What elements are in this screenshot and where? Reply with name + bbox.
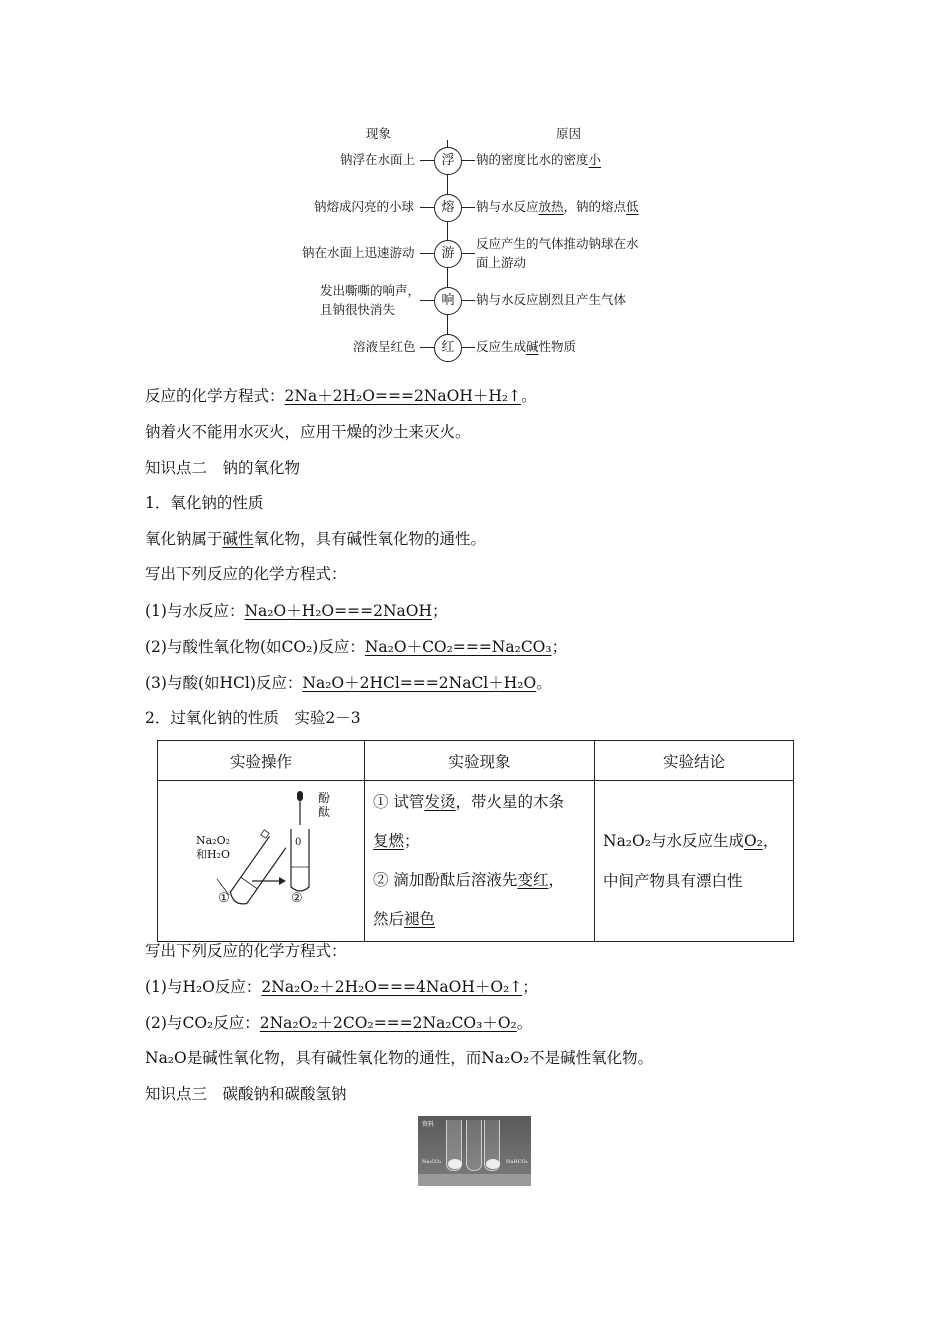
write-equations-2: 写出下列反应的化学方程式：: [145, 942, 347, 960]
key-float-circle: 浮: [434, 147, 462, 175]
phenomenon-cell: ① 试管发烫，带火星的木条 复燃； ② 滴加酚酞后溶液先变红， 然后褪色: [365, 781, 595, 942]
diagram-reason-float: 钠的密度比水的密度小: [476, 152, 602, 167]
key-swim-circle: 游: [434, 240, 462, 268]
diagram-phenomenon-sound: 发出嘶嘶的响声， 且钠很快消失: [320, 283, 421, 317]
section-heading-kp3: 知识点三 碳酸钠和碳酸氢钠: [145, 1085, 347, 1103]
connector: [420, 347, 434, 348]
na2o2-reaction-2: (2)与CO₂反应：2Na₂O₂＋2CO₂===2Na₂CO₃＋O₂。: [145, 1014, 533, 1032]
experiment-figure: [159, 783, 363, 939]
diagram-header-reason: 原因: [556, 126, 582, 141]
key-sound-circle: 响: [434, 287, 462, 315]
diagram-header-phenomenon: 现象: [366, 126, 392, 141]
diagram-phenomenon-red: 溶液呈红色: [353, 339, 416, 354]
diagram-reason-sound: 钠与水反应剧烈且产生气体: [476, 292, 627, 307]
connector: [420, 207, 434, 208]
connector: [461, 160, 475, 161]
photo-tag: 资料: [422, 1121, 435, 1128]
diagram-phenomenon-melt: 钠熔成闪亮的小球: [314, 199, 415, 214]
key-red-circle: 红: [434, 334, 462, 362]
tube-1-label: ①: [218, 891, 230, 906]
connector: [461, 253, 475, 254]
diagram-reason-melt: 钠与水反应放热，钠的熔点低: [476, 199, 639, 214]
connector: [420, 300, 434, 301]
na2o-property: 氧化钠属于碱性氧化物，具有碱性氧化物的通性。: [145, 530, 487, 548]
reaction-1: (1)与水反应：Na₂O＋H₂O===2NaOH；: [145, 602, 448, 620]
photo-label-left: Na₂CO₃: [422, 1159, 442, 1165]
key-melt-circle: 熔: [434, 194, 462, 222]
tube-mark: 0: [295, 837, 302, 848]
reaction-equation-line: 反应的化学方程式：2Na＋2H₂O===2NaOH＋H₂↑。: [145, 387, 537, 405]
operation-figure-cell: [158, 781, 365, 942]
diagram-phenomenon-float: 钠浮在水面上: [340, 152, 416, 167]
experiment-table: [157, 740, 794, 942]
diagram-reason-swim: 反应产生的气体推动钠球在水 面上游动: [476, 236, 639, 270]
connector: [420, 160, 434, 161]
header-operation: 实验操作: [158, 741, 365, 781]
subsection-na2o2: 2．过氧化钠的性质 实验2－3: [145, 709, 361, 727]
header-phenomenon: 实验现象: [365, 741, 595, 781]
write-equations-1: 写出下列反应的化学方程式：: [145, 565, 347, 583]
reaction-2: (2)与酸性氧化物(如CO₂)反应：Na₂O＋CO₂===Na₂CO₃；: [145, 638, 568, 656]
reaction-3: (3)与酸(如HCl)反应：Na₂O＋2HCl===2NaCl＋H₂O。: [145, 674, 552, 692]
diagram-phenomenon-swim: 钠在水面上迅速游动: [302, 245, 415, 260]
tube-2-label: ②: [291, 891, 303, 906]
connector: [461, 207, 475, 208]
phenolphthalein-label: 酚 酞: [318, 791, 331, 819]
connector: [420, 253, 434, 254]
photo-label-right: NaHCO₃: [506, 1159, 528, 1165]
header-conclusion: 实验结论: [595, 741, 794, 781]
oxide-comparison-note: Na₂O是碱性氧化物，具有碱性氧化物的通性，而Na₂O₂不是碱性氧化物。: [145, 1049, 654, 1067]
section-heading-kp2: 知识点二 钠的氧化物: [145, 459, 301, 477]
subsection-na2o: 1．氧化钠的性质: [145, 494, 264, 512]
fire-note: 钠着火不能用水灭火，应用干燥的沙土来灭火。: [145, 423, 471, 441]
na2o2-reaction-1: (1)与H₂O反应：2Na₂O₂＋2H₂O===4NaOH＋O₂↑；: [145, 978, 538, 996]
reagent-label: Na₂O₂ 和H₂O: [196, 834, 231, 861]
connector: [461, 300, 475, 301]
diagram-reason-red: 反应生成碱性物质: [476, 339, 577, 354]
conclusion-cell: Na₂O₂与水反应生成O₂， 中间产物具有漂白性: [595, 781, 794, 942]
connector: [461, 347, 475, 348]
carbonate-experiment-photo: [418, 1116, 531, 1186]
